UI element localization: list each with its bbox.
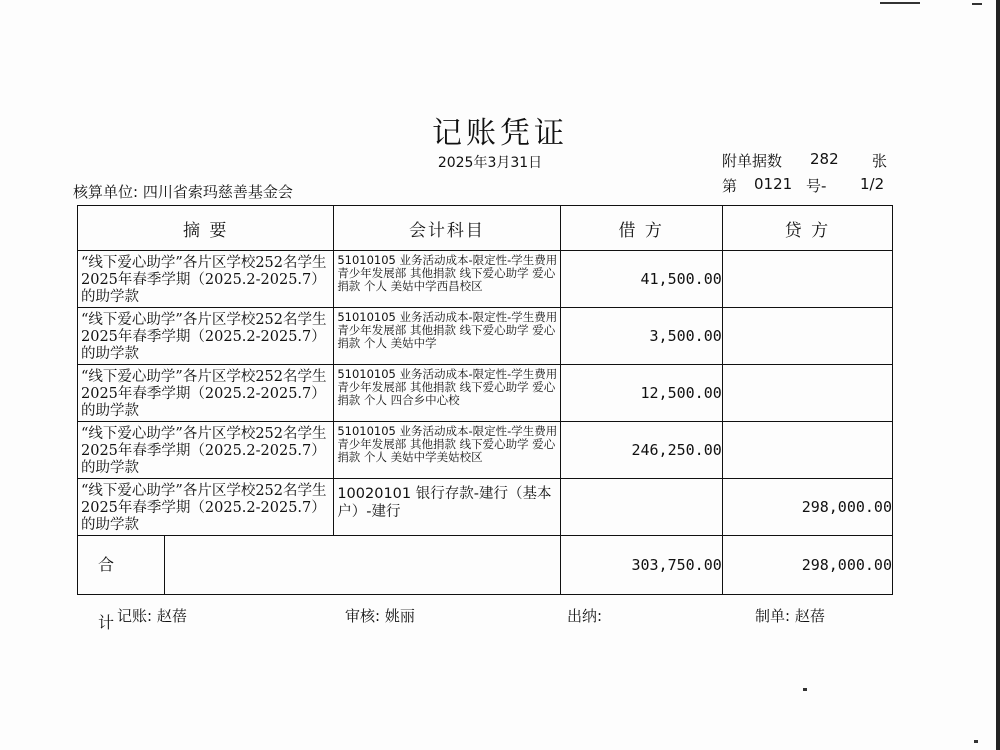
entry-account: 51010105 业务活动成本-限定性-学生费用 青少年发展部 其他捐款 线下爱心助学 爱心捐款 个人 美姑中学美姑校区 [337,424,558,464]
entry-debit [560,479,722,536]
entry-debit: 3,500.00 [560,308,722,365]
total-row [78,536,893,595]
header-summary: 摘 要 [78,206,334,251]
voucher-number-value: 0121 [754,175,793,193]
table-row [78,479,893,536]
entry-summary: “线下爱心助学”各片区学校252名学生2025年春季学期（2025.2-2025.7）的助学款 [81,255,327,305]
table-row [78,251,893,308]
accounting-unit-name: 四川省索玛慈善基金会 [142,183,293,201]
header-credit: 贷 方 [722,206,892,251]
voucher-date: 2025年3月31日 [437,155,543,171]
total-label: 合 计 [78,536,165,594]
scan-mark [880,2,920,4]
scan-mark [974,740,978,743]
voucher-number-prefix: 第 [722,177,738,195]
entry-account: 51010105 业务活动成本-限定性-学生费用 青少年发展部 其他捐款 线下爱心助学 爱心捐款 个人 美姑中学 [337,310,558,350]
cashier-signature: 出纳: [567,607,603,625]
table-header-row [78,206,893,251]
attachment-number: 282 [810,150,839,168]
entry-debit: 246,250.00 [560,422,722,479]
table-row [78,365,893,422]
entry-credit [722,251,892,308]
accounting-unit [73,181,293,202]
total-credit: 298,000.00 [722,536,892,595]
scan-mark [803,688,807,691]
table-row [78,422,893,479]
entry-debit: 41,500.00 [560,251,722,308]
header-account: 会计科目 [334,206,560,251]
total-debit: 303,750.00 [560,536,722,595]
entry-summary: “线下爱心助学”各片区学校252名学生2025年春季学期（2025.2-2025.7）的助学款 [81,426,327,476]
entry-summary: “线下爱心助学”各片区学校252名学生2025年春季学期（2025.2-2025.7）的助学款 [81,312,327,362]
entry-credit [722,422,892,479]
attachment-count [722,150,892,171]
entry-summary: “线下爱心助学”各片区学校252名学生2025年春季学期（2025.2-2025.7）的助学款 [81,369,327,419]
entry-account: 51010105 业务活动成本-限定性-学生费用 青少年发展部 其他捐款 线下爱心助学 爱心捐款 个人 四合乡中心校 [337,367,558,407]
entry-credit [722,365,892,422]
bookkeeper-signature: 记账: 赵蓓 [117,607,187,625]
voucher-page: 1/2 [860,175,885,193]
voucher-title: 记账凭证 [432,116,568,151]
entry-credit: 298,000.00 [722,479,892,536]
preparer-signature: 制单: 赵蓓 [755,607,825,625]
voucher-number-suffix: 号- [806,177,827,195]
attachment-unit: 张 [872,152,888,170]
scan-mark [972,3,982,5]
table-row [78,308,893,365]
reviewer-signature: 审核: 姚丽 [345,607,415,625]
voucher-number [722,175,894,196]
header-debit: 借 方 [560,206,722,251]
entry-account: 10020101 银行存款-建行（基本户）-建行 [337,486,552,520]
entry-credit [722,308,892,365]
entry-debit: 12,500.00 [560,365,722,422]
attachment-label: 附单据数 [722,152,783,170]
entry-summary: “线下爱心助学”各片区学校252名学生2025年春季学期（2025.2-2025.7）的助学款 [81,483,327,533]
accounting-unit-label: 核算单位: [73,183,139,201]
entry-account: 51010105 业务活动成本-限定性-学生费用 青少年发展部 其他捐款 线下爱心助学 爱心捐款 个人 美姑中学西昌校区 [337,253,558,293]
